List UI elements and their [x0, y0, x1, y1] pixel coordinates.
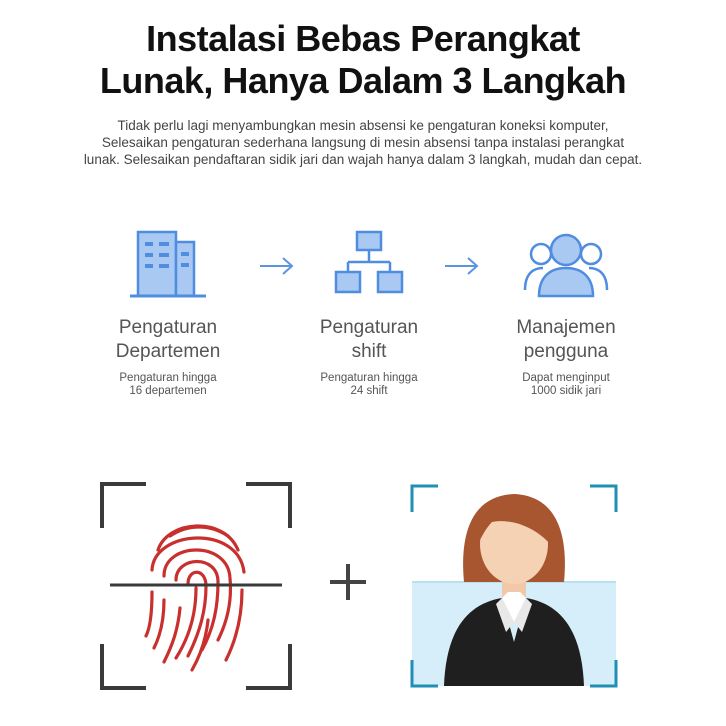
- fingerprint-scan-icon: [98, 480, 294, 692]
- step-description: Pengaturan hingga 24 shift: [320, 372, 418, 397]
- fingerprint-icon: [146, 526, 244, 670]
- step-description: Pengaturan hingga 16 departemen: [119, 372, 217, 397]
- step-department: [73, 226, 263, 398]
- building-icon: [128, 226, 208, 300]
- step-user-management: [471, 226, 661, 398]
- headline-line-1: Instalasi Bebas Perangkat: [146, 18, 580, 59]
- step-title: Manajemen pengguna: [516, 317, 616, 362]
- step-shift: [274, 226, 464, 398]
- users-group-icon: [521, 226, 611, 300]
- step-title: Pengaturan Departemen: [115, 317, 221, 362]
- headline-line-2: Lunak, Hanya Dalam 3 Langkah: [99, 60, 627, 101]
- step-description: Dapat menginput 1000 sidik jari: [522, 372, 610, 397]
- steps-row: [0, 226, 726, 416]
- headline: [0, 18, 726, 102]
- biometric-section: [0, 478, 726, 698]
- intro-line-1: Tidak perlu lagi menyambungkan mesin absensi ke pengaturan koneksi komputer,: [117, 118, 609, 133]
- step-title: Pengaturan shift: [319, 317, 419, 362]
- face-scan-icon: [408, 482, 620, 690]
- shift-hierarchy-icon: [329, 226, 409, 300]
- intro-paragraph: [40, 117, 686, 168]
- intro-line-2: Selesaikan pengaturan sederhana langsung di mesin absensi tanpa instalasi perangkat: [101, 135, 625, 150]
- intro-line-3: lunak. Selesaikan pendaftaran sidik jari dan wajah hanya dalam 3 langkah, mudah dan cepat.: [83, 152, 643, 167]
- plus-icon: [326, 560, 370, 604]
